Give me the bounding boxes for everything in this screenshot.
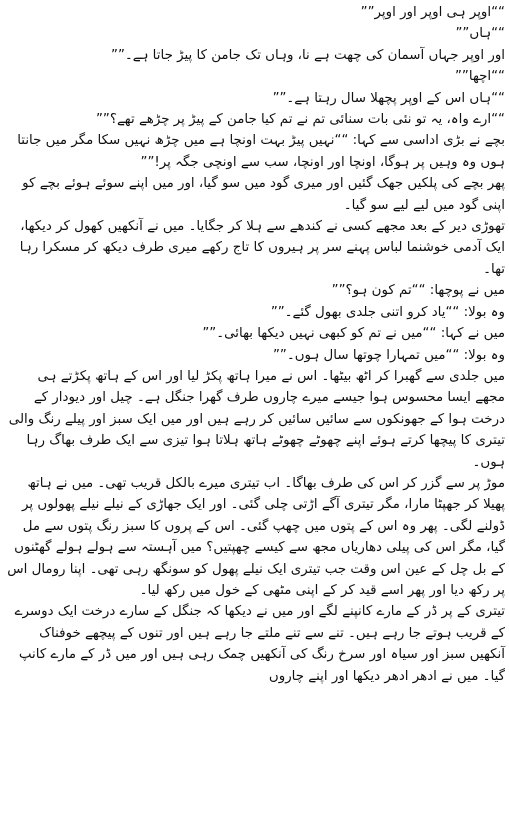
paragraph: تھوڑی دیر کے بعد مجھے کسی نے کندھے سے ہلا کر جگایا۔ میں نے آنکھیں کھول کر دیکھا، ایک آدمی خوشنما لباس پہنے سر پر ہیروں کا تاج رکھے میری طرف دیکھ کر مسکرا رہا تھا۔	[19, 219, 505, 277]
dialogue-line: میں نے پوچھا: ““تم کون ہو؟””	[331, 283, 505, 299]
paragraph: بچے نے بڑی اداسی سے کہا: ““نہیں پیڑ بہت اونچا ہے میں چڑھ نہیں سکا مگر میں جانتا ہوں وہ وہیں پر ہوگا، اونچا اور اونچا، سب سے اونچی جگہ پر!””	[17, 133, 505, 170]
paragraph: تیتری کے پر ڈر کے مارے کانپنے لگے اور میں نے دیکھا کہ جنگل کے سارے درخت ایک دوسرے کے قریب ہوتے جا رہے ہیں۔ تنے سے تنے ملتے جا رہے ہیں اور تنوں کے پیچھے خوفناک آنکھیں سبز اور سیاہ اور سرخ رنگ کی آنکھیں چمک رہی ہیں اور میں ڈر کے مارے کانپ گیا۔ میں نے ادھر ادھر دیکھا اور اپنے چاروں	[14, 604, 505, 684]
dialogue-line: اور اوپر جہاں آسمان کی چھت ہے نا، وہاں تک جامن کا پیڑ جاتا ہے۔””	[111, 47, 505, 63]
dialogue-line: ““ہاں””	[455, 26, 505, 42]
dialogue-line: وہ بولا: ““میں تمہارا چوتھا سال ہوں۔””	[272, 347, 505, 363]
paragraph: پھر بچے کی پلکیں جھک گئیں اور میری گود میں سو گیا، اور میں اپنے سوئے ہوئے بچے کو اپنی گود میں لیے لیے سو گیا۔	[22, 176, 505, 213]
dialogue-line: ““ہاں اس کے اوپر پچھلا سال رہتا ہے۔””	[272, 90, 505, 106]
dialogue-line: ““ارے واہ، یہ تو نئی بات سنائی تم نے تم کیا جامن کے پیڑ پر چڑھے تھے؟””	[95, 112, 505, 128]
dialogue-line: ““اچھا””	[455, 69, 505, 85]
dialogue-line: وہ بولا: ““یاد کرو اتنی جلدی بھول گئے۔””	[270, 304, 505, 320]
paragraph: میں جلدی سے گھبرا کر اٹھ بیٹھا۔ اس نے میرا ہاتھ پکڑ لیا اور اس کے ہاتھ پکڑتے ہی مجھے ایسا محسوس ہوا جیسے میرے چاروں طرف گھرا جنگل ہے۔ چیل اور دیودار کے درخت ہوا کے جھونکوں سے سائیں سائیں کر رہے ہیں اور میں ایک سبز اور پیلے رنگ والی تیتری کا پیچھا کرتے ہوئے اپنے چھوٹے چھوٹے ہاتھ ہلاتا ہوا تیزی سے ایک طرف بھاگ رہا ہوں۔	[8, 368, 505, 470]
dialogue-line: ““اوپر ہی اوپر اور اوپر””	[360, 5, 505, 20]
paragraph: موڑ پر سے گزر کر اس کی طرف بھاگا۔ اب تیتری میرے بالکل قریب تھی۔ میں نے ہاتھ پھیلا کر جھپٹا مارا، مگر تیتری آگے اڑتی چلی گئی۔ اور ایک جھاڑی کے نیلے نیلے پھولوں پر ڈولنے لگی۔ پھر وہ اس کے پتوں میں چھپ گئی۔ اس کے پروں کا سبز رنگ پتوں سے مل گیا، مگر اس کی پیلی دھاریاں مجھ سے کیسے چھپتیں؟ میں آہستہ سے ہولے ہولے گھٹنوں کے بل چل کے عین اس وقت جب تیتری ایک نیلے پھول کو سونگھ رہی تھی۔ اپنا رومال اس پر رکھ دیا اور پھر اسے قید کر کے اپنی مٹھی کے خول میں رکھ لیا۔	[7, 475, 505, 598]
dialogue-line: میں نے کہا: ““میں نے تم کو کبھی نہیں دیکھا بھائی۔””	[202, 326, 505, 342]
